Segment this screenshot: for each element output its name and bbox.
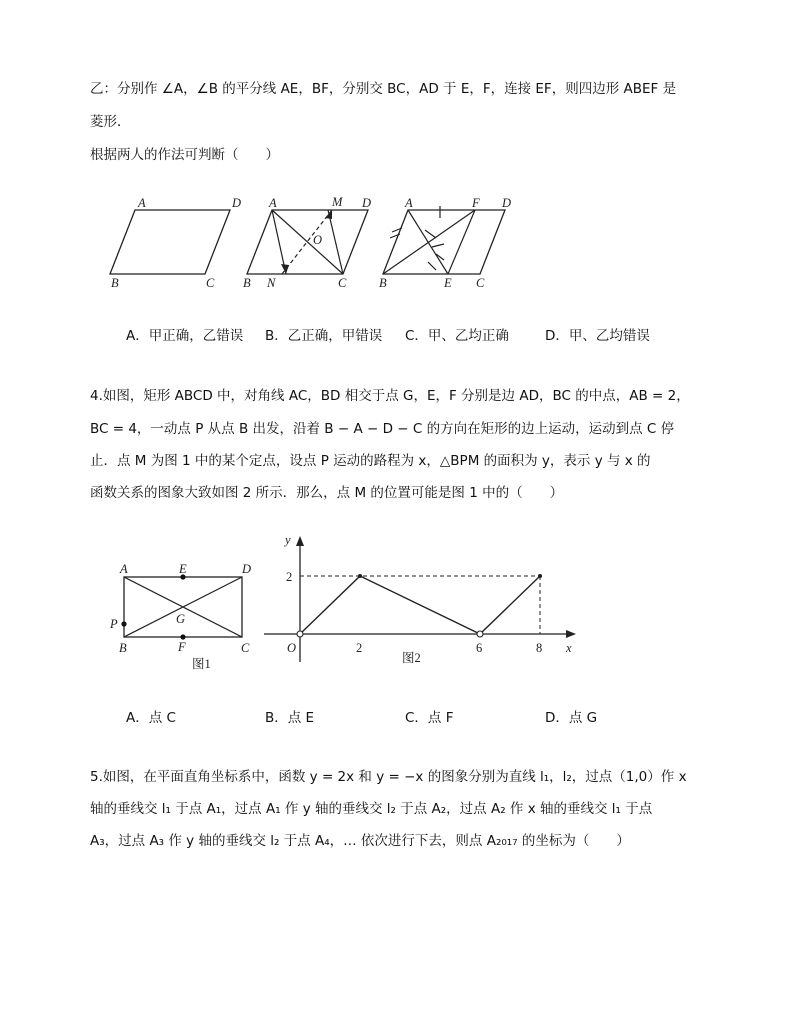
q3-question-prompt: 根据两人的作法可判断（ ） xyxy=(90,147,279,163)
point-F xyxy=(180,634,185,639)
label-F: F xyxy=(178,640,186,654)
label-D: D xyxy=(502,196,512,210)
label-F: F xyxy=(472,196,480,210)
label-D: D xyxy=(362,196,372,210)
y-tick-label: 2 xyxy=(286,570,293,584)
label-A: A xyxy=(138,196,146,210)
label-A: A xyxy=(405,196,413,210)
x-tick-label: 6 xyxy=(476,641,483,655)
q3-figure-1 xyxy=(110,196,241,290)
x-tick-label: 8 xyxy=(536,641,543,655)
data-point xyxy=(477,631,483,637)
q3-option-d[interactable]: D．甲、乙均错误 xyxy=(545,328,650,344)
figure-1-caption: 图1 xyxy=(192,657,211,671)
q4-line-4: 函数关系的图象大致如图 2 所示．那么，点 M 的位置可能是图 1 中的（ ） xyxy=(90,485,564,501)
label-P: P xyxy=(110,617,118,631)
q3-line-1: 乙：分别作 ∠A，∠B 的平分线 AE，BF，分别交 BC，AD 于 E，F，连接 EF，则四边形 ABEF 是 xyxy=(90,81,677,97)
figure-2-caption: 图2 xyxy=(402,651,421,665)
q3-option-b[interactable]: B．乙正确，甲错误 xyxy=(265,328,383,344)
q3-option-a[interactable]: A．甲正确，乙错误 xyxy=(126,328,244,344)
label-D: D xyxy=(242,562,252,576)
label-B: B xyxy=(111,276,119,290)
data-point xyxy=(359,575,362,578)
label-M: M xyxy=(332,195,343,209)
label-C: C xyxy=(241,641,250,655)
label-C: C xyxy=(476,276,485,290)
y-axis-label: y xyxy=(285,533,291,547)
q3-option-c[interactable]: C．甲、乙均正确 xyxy=(405,328,509,344)
q5-line-2: 轴的垂线交 l₁ 于点 A₁，过点 A₁ 作 y 轴的垂线交 l₂ 于点 A₂，过点 A₂ 作 x 轴的垂线交 l₁ 于点 xyxy=(90,801,653,817)
q4-option-d[interactable]: D．点 G xyxy=(545,710,598,726)
q4-option-b[interactable]: B．点 E xyxy=(265,710,315,726)
label-O: O xyxy=(313,233,323,247)
label-A: A xyxy=(120,562,128,576)
q4-figure-2-graph xyxy=(258,530,588,670)
q3-figure-2 xyxy=(243,195,371,290)
q4-line-1: 4.如图，矩形 ABCD 中，对角线 AC，BD 相交于点 G，E，F 分别是边 AD，BC 的中点，AB = 2， xyxy=(90,388,690,404)
label-B: B xyxy=(119,641,127,655)
chart-axes xyxy=(264,536,576,662)
series-line xyxy=(300,576,540,634)
q3-figure-3 xyxy=(379,196,511,290)
q4-option-a[interactable]: A．点 C xyxy=(126,710,176,726)
label-B: B xyxy=(243,276,251,290)
label-C: C xyxy=(206,276,215,290)
data-point xyxy=(539,575,542,578)
q5-line-3: A₃，过点 A₃ 作 y 轴的垂线交 l₂ 于点 A₄，… 依次进行下去，则点 A₂₀₁₇ 的坐标为（ ） xyxy=(90,833,630,849)
point-P xyxy=(121,621,126,626)
data-point xyxy=(297,631,303,637)
q3-line-2: 菱形． xyxy=(90,114,131,130)
x-axis-arrow xyxy=(566,630,576,638)
q4-line-3: 止．点 M 为图 1 中的某个定点，设点 P 运动的路程为 x，△BPM 的面积为 y，表示 y 与 x 的 xyxy=(90,453,651,469)
q4-option-c[interactable]: C．点 F xyxy=(405,710,454,726)
q4-figure-1-rectangle xyxy=(104,556,264,676)
label-A: A xyxy=(269,196,277,210)
label-C: C xyxy=(338,276,347,290)
q3-parallelogram-figures xyxy=(100,192,540,292)
label-N: N xyxy=(267,276,276,290)
label-D: D xyxy=(232,196,242,210)
label-E: E xyxy=(444,276,452,290)
q4-line-2: BC = 4，一动点 P 从点 B 出发，沿着 B − A − D − C 的方向在矩形的边上运动，运动到点 C 停 xyxy=(90,421,675,437)
x-tick-label: 2 xyxy=(356,641,363,655)
q5-line-1: 5.如图，在平面直角坐标系中，函数 y = 2x 和 y = −x 的图象分别为直线 l₁，l₂，过点（1,0）作 x xyxy=(90,769,687,785)
label-G: G xyxy=(176,612,186,626)
chart-series xyxy=(297,575,542,638)
x-axis-label: x xyxy=(566,641,572,655)
label-B: B xyxy=(379,276,387,290)
y-axis-arrow xyxy=(296,536,304,546)
origin-label: O xyxy=(287,641,297,655)
label-E: E xyxy=(179,562,187,576)
